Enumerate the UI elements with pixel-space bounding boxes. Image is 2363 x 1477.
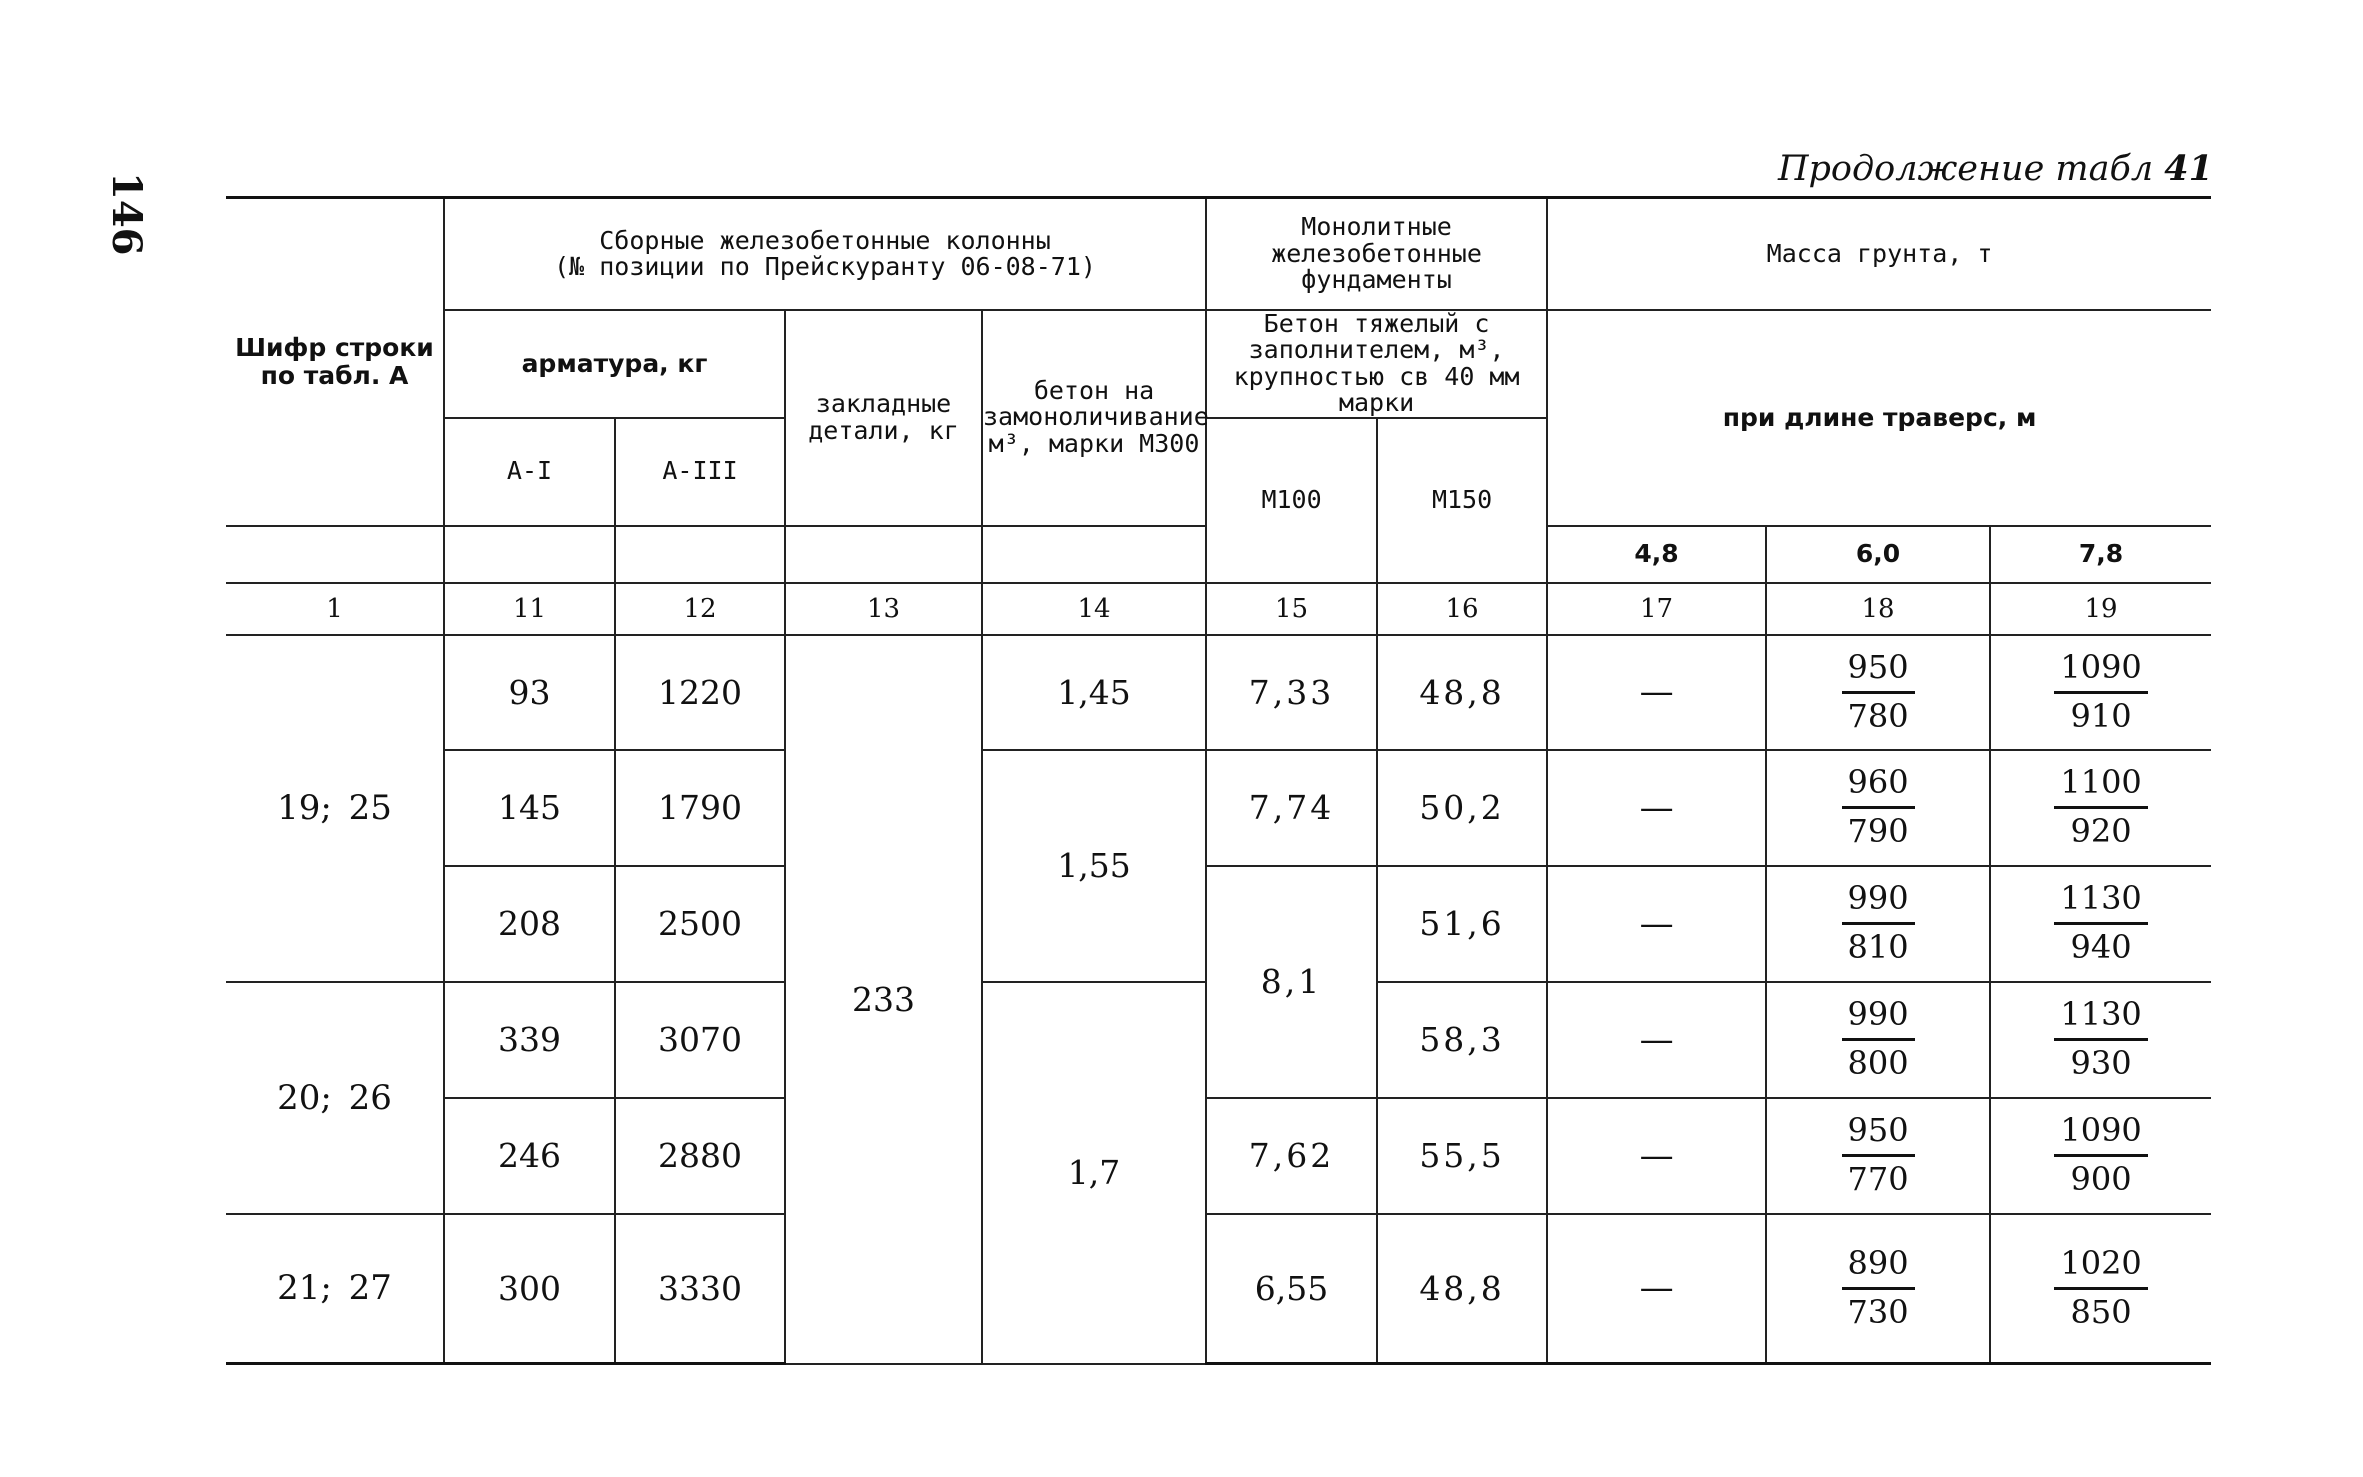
header-monolithic-foundations: Монолитные железобетонные фундаменты	[1206, 198, 1547, 310]
cell-len-7-8	[1990, 750, 2211, 866]
header-heavy-concrete: Бетон тяжелый с заполнителем, м³, крупностью св 40 мм марки	[1206, 310, 1547, 418]
fraction	[1842, 1244, 1915, 1331]
header-a1-spacer	[444, 526, 615, 583]
fraction-bottom: 770	[1847, 1160, 1909, 1198]
continuation-label	[1778, 148, 2213, 189]
cell-len-6-0	[1766, 982, 1990, 1098]
cell-len-7-8	[1990, 866, 2211, 982]
header-precast-columns-line2: (№ позиции по Прейскуранту 06-08-71)	[554, 251, 1096, 281]
row-code: 20; 26	[226, 982, 444, 1214]
column-number: 13	[785, 583, 982, 635]
fraction-bottom: 790	[1847, 812, 1909, 850]
cell-len-7-8	[1990, 635, 2211, 750]
cell-len-6-0	[1766, 750, 1990, 866]
cell-len-7-8	[1990, 982, 2211, 1098]
fraction-top: 950	[1842, 651, 1915, 694]
cell-len-4-8: —	[1547, 1098, 1766, 1214]
fraction-top: 960	[1842, 766, 1915, 809]
cell-len-4-8: —	[1547, 750, 1766, 866]
cell-m150: 51,6	[1377, 866, 1547, 982]
header-a3-spacer	[615, 526, 785, 583]
header-grout-spacer	[982, 526, 1206, 583]
cell-len-4-8: —	[1547, 982, 1766, 1098]
norms-table	[226, 196, 2211, 1365]
column-number: 15	[1206, 583, 1377, 635]
table-row	[226, 866, 2211, 982]
cell-a3: 3330	[615, 1214, 785, 1364]
fraction-top: 1020	[2054, 1247, 2147, 1290]
cell-len-6-0	[1766, 1098, 1990, 1214]
fraction	[1842, 879, 1915, 966]
cell-len-6-0	[1766, 1214, 1990, 1364]
table-row	[226, 1098, 2211, 1214]
header-row-code: Шифр строки по табл. А	[226, 198, 444, 526]
fraction-bottom: 900	[2070, 1160, 2132, 1198]
fraction	[2054, 879, 2147, 966]
header-a3: А-III	[615, 418, 785, 526]
column-number: 14	[982, 583, 1206, 635]
fraction-bottom: 920	[2070, 812, 2132, 850]
table-row	[226, 750, 2211, 866]
column-number: 19	[1990, 583, 2211, 635]
fraction-top: 1090	[2054, 651, 2147, 694]
fraction-bottom: 910	[2070, 696, 2132, 735]
cell-grout: 1,45	[982, 635, 1206, 750]
fraction-top: 1130	[2054, 998, 2147, 1041]
fraction-top: 950	[1842, 1114, 1915, 1157]
cell-a3: 2880	[615, 1098, 785, 1214]
fraction-bottom: 850	[2070, 1292, 2132, 1331]
fraction-top: 1100	[2054, 766, 2147, 809]
fraction-top: 990	[1842, 882, 1915, 925]
cell-m100: 7,74	[1206, 750, 1377, 866]
cell-m100: 6,55	[1206, 1214, 1377, 1364]
cell-a3: 2500	[615, 866, 785, 982]
cell-len-6-0	[1766, 635, 1990, 750]
cell-len-7-8	[1990, 1098, 2211, 1214]
cell-grout: 1,7	[982, 982, 1206, 1364]
cell-a1: 145	[444, 750, 615, 866]
header-m150: М150	[1377, 418, 1547, 583]
fraction	[2054, 995, 2147, 1082]
column-number: 1	[226, 583, 444, 635]
header-traverse-length: при длине траверс, м	[1547, 310, 2211, 526]
fraction-top: 990	[1842, 998, 1915, 1041]
header-len-7-8: 7,8	[1990, 526, 2211, 583]
fraction	[1842, 995, 1915, 1082]
header-precast-columns-line1: Сборные железобетонные колонны	[599, 225, 1051, 255]
header-soil-mass: Масса грунта, т	[1547, 198, 2211, 310]
continuation-text: Продолжение табл	[1777, 149, 2154, 189]
header-m100: М100	[1206, 418, 1377, 583]
header-len-6-0: 6,0	[1766, 526, 1990, 583]
cell-a1: 300	[444, 1214, 615, 1364]
cell-a1: 93	[444, 635, 615, 750]
table-row	[226, 1214, 2211, 1364]
header-embedded-spacer	[785, 526, 982, 583]
fraction-bottom: 730	[1847, 1292, 1909, 1331]
cell-len-7-8	[1990, 1214, 2211, 1364]
column-number: 18	[1766, 583, 1990, 635]
fraction	[2054, 1111, 2147, 1198]
cell-embedded-parts: 233	[785, 635, 982, 1364]
fraction	[1842, 1111, 1915, 1198]
cell-a1: 339	[444, 982, 615, 1098]
header-precast-columns	[444, 198, 1206, 310]
fraction	[2054, 647, 2147, 735]
cell-len-6-0	[1766, 866, 1990, 982]
fraction	[1842, 647, 1915, 735]
cell-m150: 55,5	[1377, 1098, 1547, 1214]
column-number: 11	[444, 583, 615, 635]
fraction-bottom: 930	[2070, 1044, 2132, 1082]
fraction	[2054, 1244, 2147, 1331]
cell-m150: 48,8	[1377, 635, 1547, 750]
header-grout-concrete: бетон на замоноличивание м³, марки М300	[982, 310, 1206, 526]
cell-m150: 50,2	[1377, 750, 1547, 866]
column-number: 17	[1547, 583, 1766, 635]
cell-a1: 246	[444, 1098, 615, 1214]
cell-m150: 58,3	[1377, 982, 1547, 1098]
cell-a3: 3070	[615, 982, 785, 1098]
cell-m150: 48,8	[1377, 1214, 1547, 1364]
fraction-bottom: 800	[1847, 1044, 1909, 1082]
cell-len-4-8: —	[1547, 1214, 1766, 1364]
cell-m100: 7,33	[1206, 635, 1377, 750]
column-number: 16	[1377, 583, 1547, 635]
fraction-top: 890	[1842, 1247, 1915, 1290]
header-a1: А-I	[444, 418, 615, 526]
cell-m100: 7,62	[1206, 1098, 1377, 1214]
cell-grout: 1,55	[982, 750, 1206, 982]
cell-a3: 1220	[615, 635, 785, 750]
table-row	[226, 635, 2211, 750]
header-rebar: арматура, кг	[444, 310, 785, 418]
column-numbers-row	[226, 583, 2211, 635]
row-code: 19; 25	[226, 635, 444, 982]
continuation-table-number: 41	[2164, 148, 2213, 189]
fraction-top: 1130	[2054, 882, 2147, 925]
header-row-code-spacer	[226, 526, 444, 583]
row-code: 21; 27	[226, 1214, 444, 1364]
cell-len-4-8: —	[1547, 866, 1766, 982]
fraction-bottom: 780	[1847, 696, 1909, 735]
cell-a1: 208	[444, 866, 615, 982]
cell-m100: 8,1	[1206, 866, 1377, 1098]
fraction-top: 1090	[2054, 1114, 2147, 1157]
column-number: 12	[615, 583, 785, 635]
page-number: 146	[103, 172, 150, 256]
cell-len-4-8: —	[1547, 635, 1766, 750]
fraction-bottom: 940	[2070, 928, 2132, 966]
fraction	[1842, 763, 1915, 850]
header-embedded-parts: закладные детали, кг	[785, 310, 982, 526]
cell-a3: 1790	[615, 750, 785, 866]
fraction-bottom: 810	[1847, 928, 1909, 966]
header-len-4-8: 4,8	[1547, 526, 1766, 583]
fraction	[2054, 763, 2147, 850]
